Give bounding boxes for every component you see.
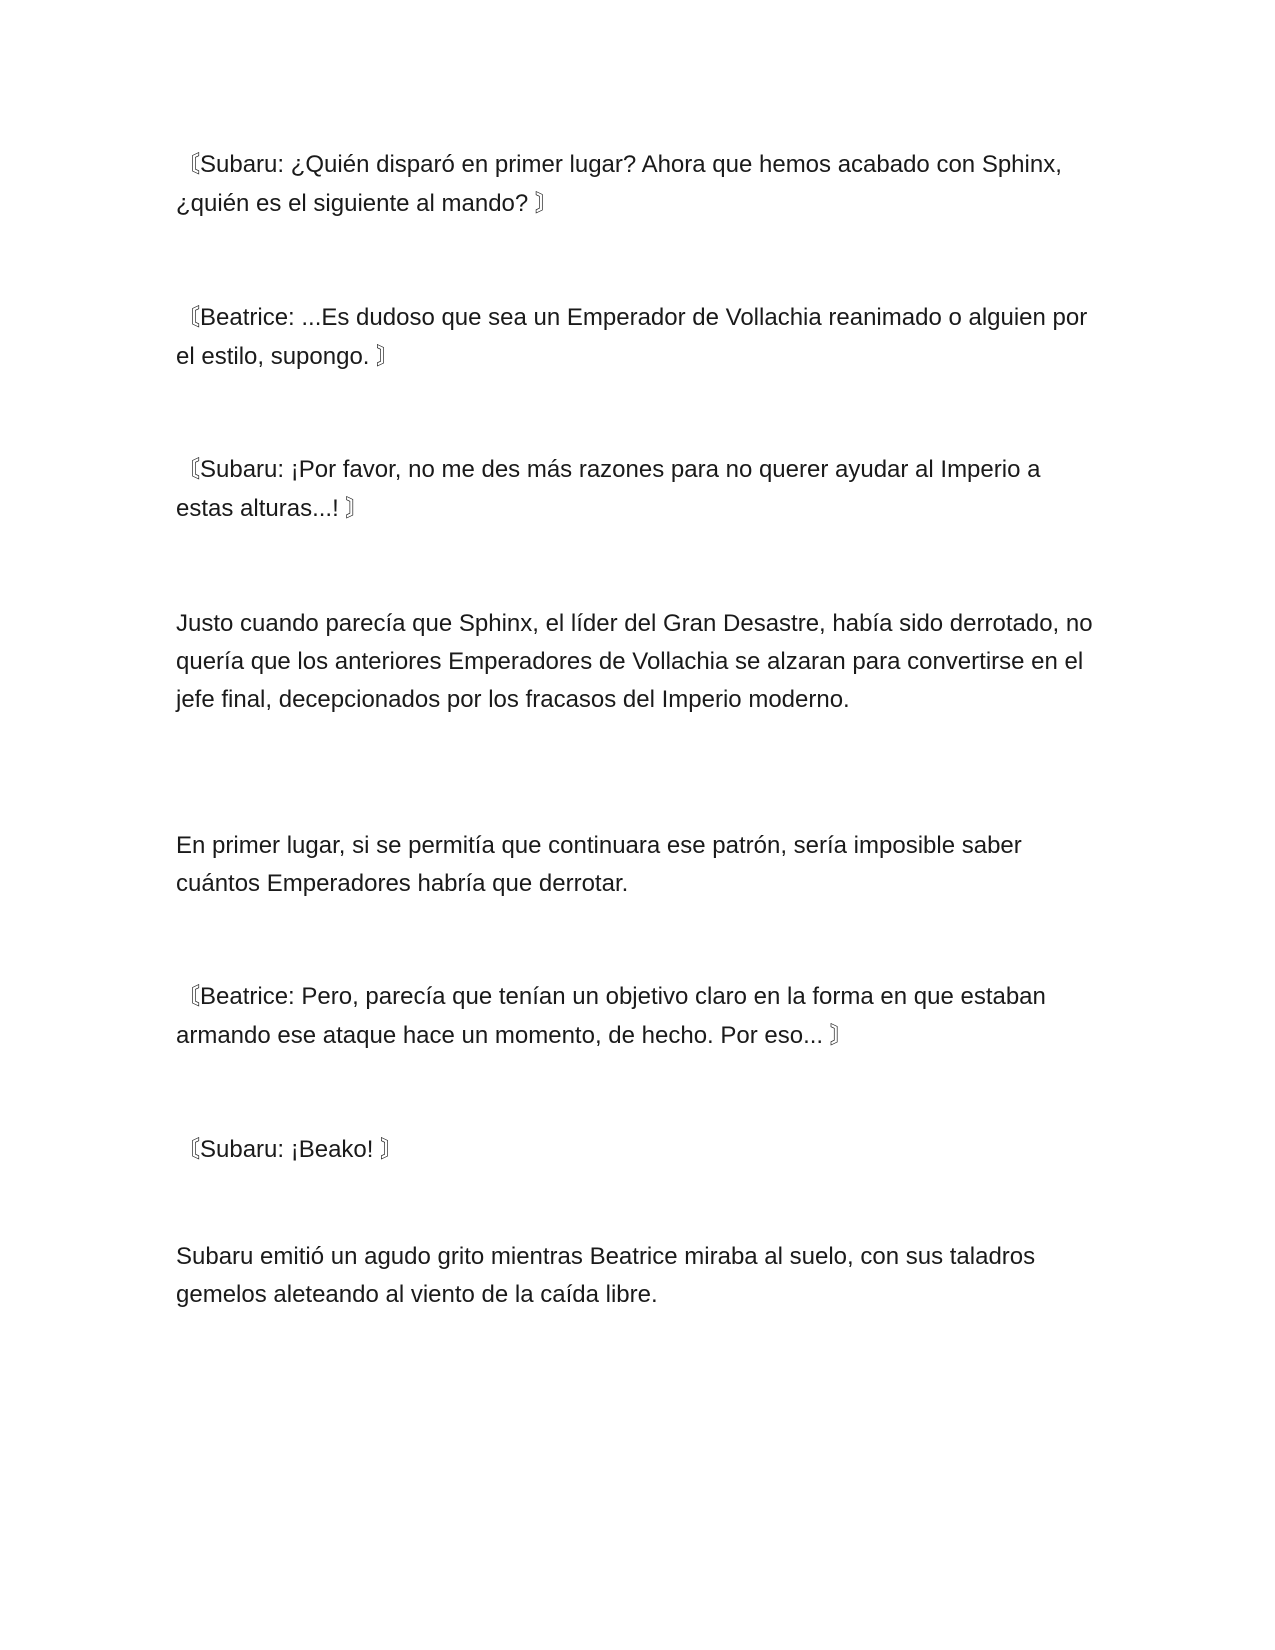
dialogue-beatrice-emperador: 〘Beatrice: ...Es dudoso que sea un Emperador de Vollachia reanimado o alguien por el estilo, supongo. 〙 [176, 304, 1088, 370]
dialogue-subaru-beako: 〘Subaru: ¡Beako! 〙 [176, 1136, 405, 1163]
narration-patron: En primer lugar, si se permitía que continuara ese patrón, sería imposible saber cuántos Emperadores habría que derrotar. [176, 832, 1022, 897]
narration-sphinx-derrotado: Justo cuando parecía que Sphinx, el líder del Gran Desastre, había sido derrotado, no quería que los anteriores Emperadores de Vollachia se alzaran para convertirse en el jefe final, decepcionados por los fracasos del Imperio moderno. [176, 610, 1093, 713]
dialogue-subaru-por-favor: 〘Subaru: ¡Por favor, no me des más razones para no querer ayudar al Imperio a estas alturas...! 〙 [176, 456, 1041, 522]
dialogue-subaru-quien-disparo: 〘Subaru: ¿Quién disparó en primer lugar? Ahora que hemos acabado con Sphinx, ¿quién es el siguiente al mando? 〙 [176, 151, 1062, 217]
narration-grito: Subaru emitió un agudo grito mientras Beatrice miraba al suelo, con sus taladros gemelos aleteando al viento de la caída libre. [176, 1243, 1036, 1308]
dialogue-beatrice-objetivo: 〘Beatrice: Pero, parecía que tenían un objetivo claro en la forma en que estaban armando ese ataque hace un momento, de hecho. Por eso... 〙 [176, 983, 1046, 1049]
